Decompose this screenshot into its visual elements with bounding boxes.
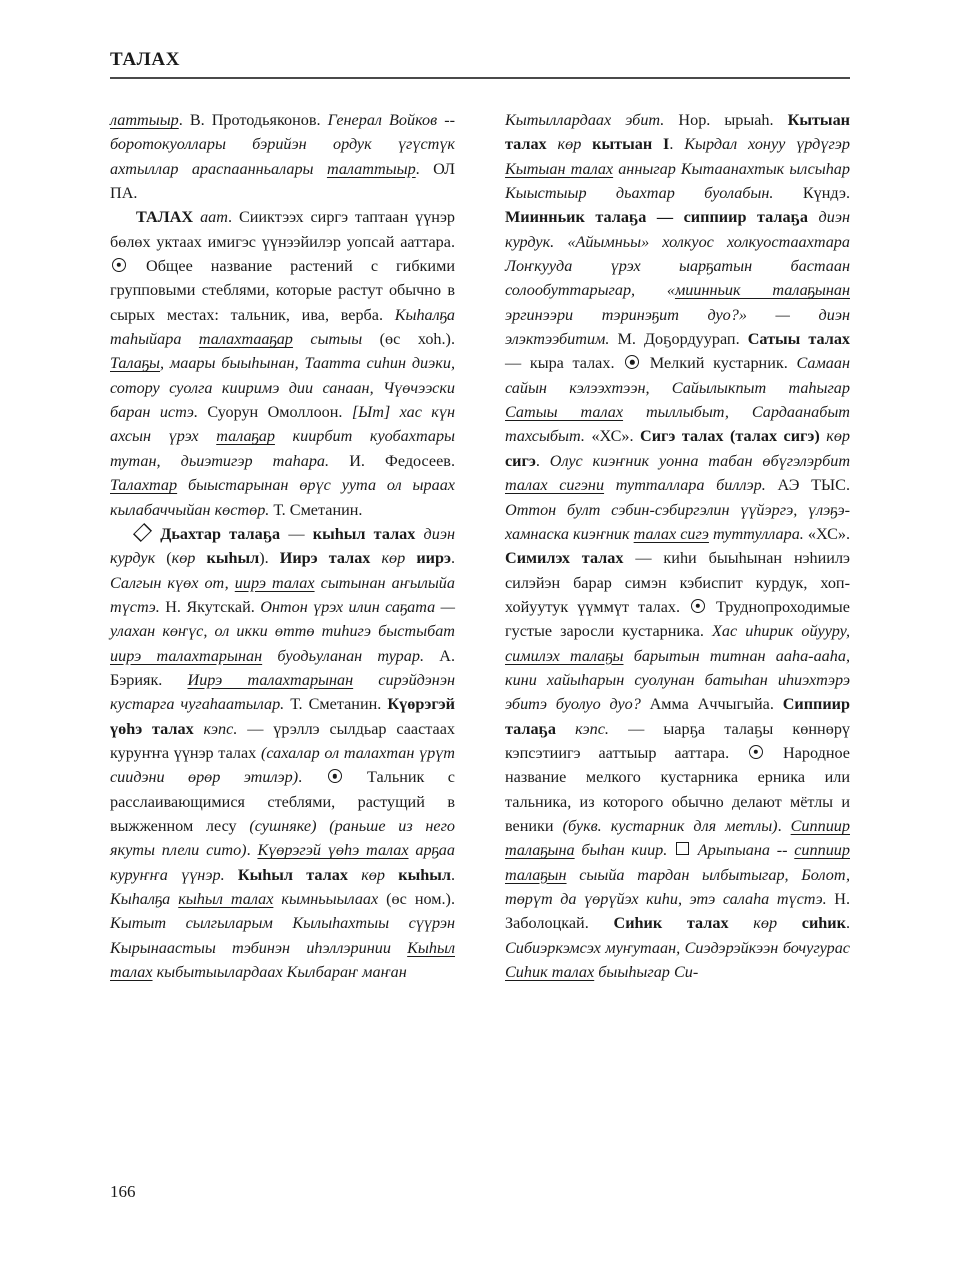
text-run xyxy=(370,549,381,567)
text-run: Тальник с расслаивающимися стеблями, растущий в выжженном лесу xyxy=(110,768,455,835)
example-italic: барытын тumнан ааһа-ааһа, кини хайыһарын суолунан батыһан иһиэхтэрэ эбитэ буолуо дуо? xyxy=(505,646,850,714)
cited-form-underlined: иирэ талах xyxy=(234,573,315,592)
column-left xyxy=(110,108,455,1148)
header-rule xyxy=(110,77,850,79)
headword-bold: Кытыан талах xyxy=(505,111,850,154)
page-header xyxy=(110,50,850,79)
text-run: Т. Сметанин. xyxy=(290,695,388,714)
text-run: Труднопроходимые густые заросли кустарника. xyxy=(505,597,850,641)
example-italic: тыллыбыт, Сардаанабыт тахсыбыт. xyxy=(505,403,851,446)
cited-form-underlined: Сатыы талах xyxy=(505,403,624,422)
text-run xyxy=(348,866,361,884)
example-italic: көр xyxy=(826,427,851,446)
text-run: . ОЛ ПА. xyxy=(110,159,455,203)
example-italic: быыһыгар Си- xyxy=(594,963,699,982)
headword-bold: Сатыы талах xyxy=(747,330,851,349)
text-run: . xyxy=(451,549,456,568)
cited-form-underlined: Сиһик талах xyxy=(505,963,595,982)
cited-form-underlined: сиппиир талаҕын xyxy=(505,841,850,884)
example-italic: көр xyxy=(171,549,196,568)
text-run xyxy=(777,914,802,932)
page-number: 166 xyxy=(110,1182,136,1201)
cited-form-underlined: Кытыан талах xyxy=(505,159,614,178)
dictionary-paragraph xyxy=(110,522,455,985)
cited-form-underlined: иирэ талахтарынан xyxy=(110,646,263,665)
example-italic: диэн курдук. xyxy=(505,208,851,251)
example-italic: Кыһалҕа xyxy=(110,890,179,908)
cited-form-underlined: симилэх талаҕы xyxy=(505,646,624,665)
example-italic: «Айымньы» холкуос холкуостаахтара Лоҥкууда үрэх ыарҕатын бастаан солообуттарыгар, « xyxy=(505,232,850,300)
text-run: . xyxy=(845,914,851,933)
text-run: АЭ ТЫС. xyxy=(777,476,850,495)
cited-form-underlined: талаҕар xyxy=(216,427,275,446)
cited-form-underlined: Сиппиир талаҕына xyxy=(505,816,850,860)
headword-bold: Симилэх талах xyxy=(505,549,624,568)
example-italic: Сибиэркэмсэх муҥутаан, Сиэдэрэйкээн бочугурас xyxy=(505,938,850,957)
text-run: И. Федосеев. xyxy=(349,451,455,470)
headword-bold: иирэ xyxy=(416,549,451,568)
example-italic: эргинээри тэринэҕит дуо?» — диэн элэктээбитим. xyxy=(505,305,850,349)
filled-circle-marker xyxy=(112,258,126,272)
headword-bold: Сиппиир талаҕа xyxy=(505,695,851,738)
text-run: Нор. ырыаһ. xyxy=(678,111,788,129)
headword-bold: Сиһик талах xyxy=(613,914,729,933)
text-run: . xyxy=(669,135,685,154)
example-italic: көр xyxy=(361,865,385,884)
example-italic: Салгын күөх от, xyxy=(110,573,235,592)
text-run xyxy=(729,914,754,932)
example-italic: көр xyxy=(753,914,778,933)
filled-circle-marker xyxy=(625,355,639,369)
headword-bold: кытыан I xyxy=(592,135,670,154)
example-italic: кэпс. xyxy=(203,719,238,738)
example-italic: Кытыллардаах эбит. xyxy=(505,111,679,129)
text-run: — xyxy=(280,524,313,543)
text-run xyxy=(194,720,204,738)
text-run xyxy=(405,549,416,567)
cited-form-underlined: Кыһыл талах xyxy=(110,938,455,982)
text-run: . xyxy=(450,865,455,884)
example-italic: сытыы xyxy=(292,330,380,349)
example-italic: арҕаа куруҥҥа үүнэр. xyxy=(110,841,455,884)
cited-form-underlined: кыһыл талах xyxy=(178,890,274,908)
text-run: Н. Якутскай. xyxy=(165,597,261,616)
example-italic: көр xyxy=(557,135,582,154)
cited-form-underlined: миинньик талаҕынан xyxy=(674,281,850,300)
example-italic: (сушняке) xyxy=(249,816,317,835)
headword-bold: кыһыл xyxy=(398,865,451,884)
text-run: Н. Заболоцкай. xyxy=(505,890,850,933)
text-run: (өс хоһ.). xyxy=(379,330,455,349)
example-italic: кэпс. xyxy=(575,719,609,738)
text-run: — кыра талах. xyxy=(505,354,624,373)
text-run: ). xyxy=(259,549,280,568)
headword-bold: Кыһыл талах xyxy=(237,865,348,884)
headword-bold: кыһыл xyxy=(206,549,260,568)
text-run xyxy=(195,549,206,567)
example-italic: быһан киир. xyxy=(574,841,675,860)
text-run: Т. Сметанин. xyxy=(273,500,363,519)
text-run: (өс ном.). xyxy=(386,890,455,908)
cited-form-underlined: талахтааҕар xyxy=(198,330,293,349)
running-head: ТАЛАХ xyxy=(110,49,181,70)
text-run: Мелкий кустарник. xyxy=(641,354,797,373)
text-run xyxy=(547,135,558,153)
dictionary-paragraph xyxy=(505,108,850,984)
example-italic: [Ыт] xyxy=(351,403,400,422)
text-run xyxy=(317,817,330,835)
cited-form-underlined: талах сигэ xyxy=(633,524,709,543)
text-run: . xyxy=(298,768,326,787)
example-italic: (букв. кустарник для метлы) xyxy=(562,816,778,835)
example-italic: тутталлара биллэр. xyxy=(604,476,778,495)
example-italic: Онтон үрэх илин саҕата — улахан көҥүс, ол икки өттө тиһигэ быстыбат xyxy=(110,597,455,641)
example-italic: көр xyxy=(381,549,406,568)
text-run: . Сииктээх сиргэ таптаан үүнэр бөлөх уктаах имигэс үүнээйилэр уопсай ааттара. xyxy=(110,208,455,251)
headword-bold: кыһыл талах xyxy=(312,524,416,543)
text-run: «ХС». xyxy=(591,427,641,446)
text-run: . xyxy=(777,816,791,835)
dictionary-paragraph xyxy=(110,108,455,205)
example-italic: , маары быыһынан, Таатта сиһин диэки, сотору суолга кииримэ дии санаан, Чүөчээски баран истэ. xyxy=(110,354,455,422)
text-run: — ыарҕа талаҕы көннөрү кэпсэтиигэ ааттыыр ааттара. xyxy=(505,719,851,762)
headword-bold: Күөрэгэй үөһэ талах xyxy=(110,695,455,738)
headword-bold: ТАЛАХ xyxy=(136,208,194,227)
cited-form-underlined: Күөрэгэй үөһэ талах xyxy=(257,841,409,860)
example-italic: Хас иһирик ойууру, xyxy=(712,622,850,641)
text-run: ( xyxy=(166,549,172,568)
open-square-marker xyxy=(676,842,689,855)
headword-bold: сигэ xyxy=(505,451,536,470)
example-italic: (сахалар ол талахтан үрүт сиидэни өрөр этилэр) xyxy=(110,743,455,787)
cited-form-underlined: Талаҕы xyxy=(110,354,161,373)
example-italic: аат xyxy=(200,208,228,227)
cited-form-underlined: талаттыыр xyxy=(326,159,416,178)
example-italic: сытынан аҥылыйа түстэ. xyxy=(110,573,455,616)
example-italic: Арыпыана -- xyxy=(691,841,795,860)
text-run xyxy=(385,866,398,884)
headword-bold: сиһик xyxy=(801,914,846,933)
text-columns xyxy=(110,108,850,1148)
cited-form-underlined: Иирэ талахтарынан xyxy=(187,670,354,689)
headword-bold: Дьахтар талаҕа xyxy=(152,524,281,543)
text-run: . В. Протодьяконов. xyxy=(178,111,328,129)
example-italic: диэн курдук xyxy=(110,524,456,568)
headword-bold: Миинньик талаҕа — сиппиир талаҕа xyxy=(505,208,808,227)
example-italic: кыбытыылардаах Кылбараҥ маҥан xyxy=(152,963,407,982)
text-run: — киһи быыһынан нэһиилэ силэйэн барар симэн кэбиспит курдук, хоп-хойуутук үүммүт талах. xyxy=(505,549,850,616)
headword-bold: Сигэ талах (талах сигэ) xyxy=(640,427,820,446)
example-italic: Генерал Войков -- боротокуоллары бэрийэн ордук үгүстүк ахтыллар араспаанньалары xyxy=(110,111,455,178)
example-italic: буодьуланан турар. xyxy=(262,646,440,665)
example-italic: Кырдал хонуу үрдүгэр xyxy=(684,135,851,154)
filled-circle-marker xyxy=(328,769,342,783)
text-run: — үрэллэ сылдьар саастаах куруҥҥа үүнэр талах xyxy=(110,719,456,762)
text-run: Күндэ. xyxy=(802,184,850,203)
example-italic: кымньыылаах xyxy=(273,890,387,908)
example-italic: туттуллара. xyxy=(708,524,808,543)
cited-form-underlined: латтыыр xyxy=(110,111,179,129)
text-run xyxy=(556,720,575,738)
dictionary-paragraph xyxy=(110,205,455,521)
text-run: Амма Аччыгыйа. xyxy=(649,695,783,714)
filled-circle-marker xyxy=(691,599,705,613)
example-italic: хас күн ахсын үрэх xyxy=(110,403,455,446)
cited-form-underlined: Талахтар xyxy=(110,476,178,495)
example-italic: Самаан сайын кэлээхтээн, Сайылыкпыт таһыгар xyxy=(505,354,850,397)
column-right xyxy=(505,108,850,1148)
text-run: Народное название мелкого кустарника ерника или тальника, из которого обычно делают мётлы и веники xyxy=(505,743,850,835)
example-italic: быыстарынан өрүс уута ол ыраах кылабаччыйан көстөр. xyxy=(110,476,455,519)
text-run: Суорун Омоллоон. xyxy=(207,403,352,422)
example-italic: анныгар Кытаанахтык ылсыһар Кыыстыыр дьахтар буолабын. xyxy=(505,159,850,203)
text-run: . xyxy=(535,451,550,470)
text-run xyxy=(581,135,592,153)
lozenge-marker xyxy=(133,523,152,542)
filled-circle-marker xyxy=(749,745,763,759)
example-italic: киирбит куобахтары тутан, дьиэтигэр таһара. xyxy=(110,427,455,470)
text-run: «ХС». xyxy=(807,524,851,543)
text-run: М. Доҕордуурап. xyxy=(617,330,748,349)
example-italic: Олус киэҥник уонна табан өбүгэлэрбит xyxy=(549,451,851,470)
cited-form-underlined: талах сигэни xyxy=(505,476,605,495)
text-run: А. Бэрияк. xyxy=(110,646,455,689)
example-italic: (раньше из него якуты плели сито) xyxy=(110,816,455,860)
example-italic: Кытыт сылгыларым Кылыһахтыы сүүрэн Кырынаастыы тэбинэн иһэллэринии xyxy=(110,914,455,957)
text-run: . xyxy=(246,841,258,860)
headword-bold: Иирэ талах xyxy=(279,549,371,568)
text-run: Общее название растений с гибкими групповыми стеблями, которые растут обычно в сырых местах: тальник, ива, верба. xyxy=(110,257,455,324)
example-italic: Оттон булт сэбин-сэбиргэлин үүйэргэ, үлэҕэ-хамнаска киэҥник xyxy=(505,500,850,543)
example-italic: Кыһалҕа таһыйара xyxy=(110,305,455,349)
example-italic: сыыйа тардан ылбытыгар, Болот, төрүт да үөрүйэх киһи, этэ салаһа түстэ. xyxy=(505,865,850,908)
example-italic: сирэйдэнэн кустарга чугаһаатылар. xyxy=(110,670,455,714)
